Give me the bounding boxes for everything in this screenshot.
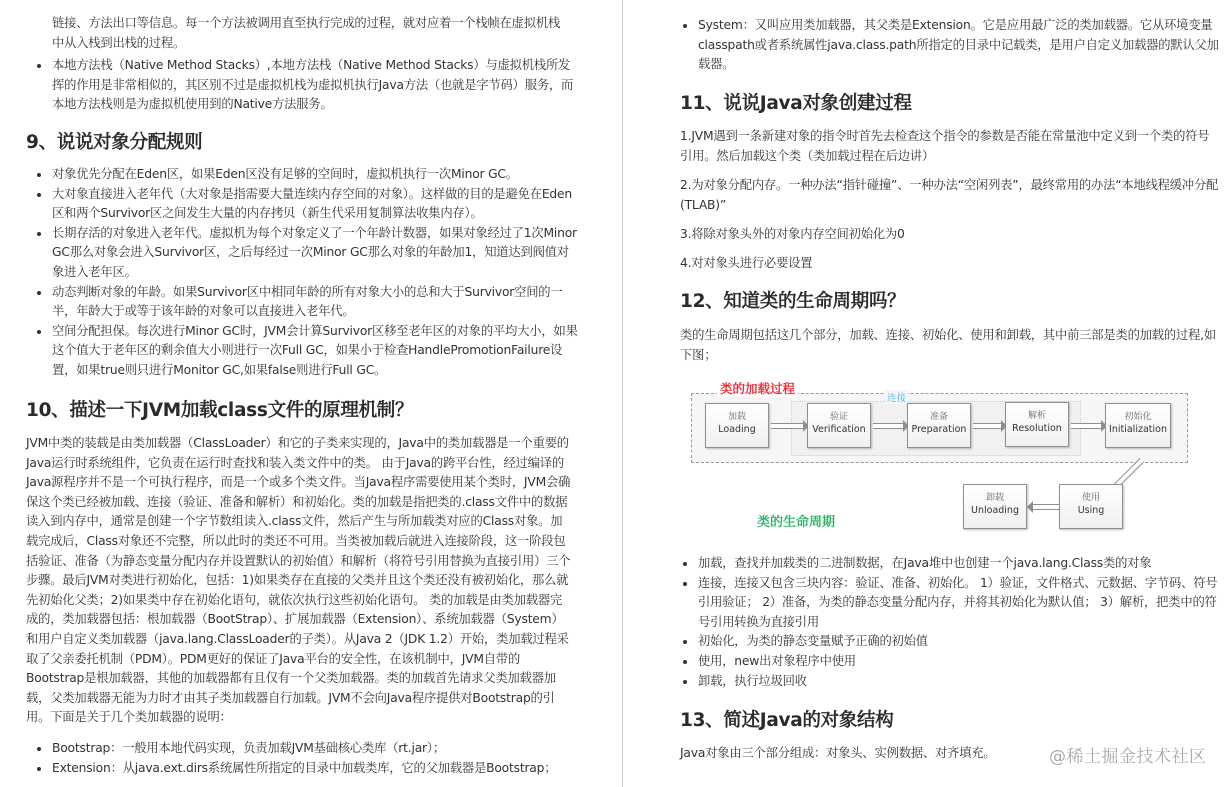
list-item: 连接，连接又包含三块内容：验证、准备、初始化。 1）验证，文件格式、元数据、字节码、符号引用验证； 2）准备，为类的静态变量分配内存，并将其初始化为默认值； 3）解析，把类中的符号引用转换为直接引用 xyxy=(674,574,1219,633)
list-item: 加载，查找并加载类的二进制数据，在Java堆中也创建一个java.lang.Class类的对象 xyxy=(674,554,1219,574)
arrow-right-icon xyxy=(973,423,1001,429)
stage-initialization: 初始化 Initialization xyxy=(1105,403,1171,448)
loading-process-label: 类的加载过程 xyxy=(717,379,798,397)
paragraph-step-3: 3.将除对象头外的对象内存空间初始化为0 xyxy=(680,227,905,241)
stage-using: 使用 Using xyxy=(1059,484,1123,529)
stage-resolution: 解析 Resolution xyxy=(1005,402,1069,447)
paragraph-step-1: 1.JVM遇到一条新建对象的指令时首先去检查这个指令的参数是否能在常量池中定义到一个类的符号引用。然后加载这个类（类加载过程在后边讲） xyxy=(680,129,1210,163)
stage-unloading: 卸载 Unloading xyxy=(963,484,1027,529)
stage-preparation: 准备 Preparation xyxy=(907,403,971,448)
stage-verification: 验证 Verification xyxy=(807,403,871,448)
bullet-list-native-stack xyxy=(28,56,578,115)
bullet-list-allocation-rules xyxy=(28,165,578,381)
section-heading-11: 11、说说Java对象创建过程 xyxy=(680,93,912,114)
stage-loading: 加载 Loading xyxy=(705,403,769,448)
paragraph-continued: 链接、方法出口等信息。每一个方法被调用直至执行完成的过程，就对应着一个栈帧在虚拟机栈中从入栈到出栈的过程。 xyxy=(52,16,561,50)
paragraph-object-structure: Java对象由三个部分组成：对象头、实例数据、对齐填充。 xyxy=(680,746,996,760)
arrow-right-icon xyxy=(771,423,803,429)
list-item: System：又叫应用类加载器，其父类是Extension。它是应用最广泛的类加载器。它从环境变量classpath或者系统属性java.class.path所指定的目录中记载类，是用户自定义加载器的默认父加载器。 xyxy=(674,16,1219,75)
watermark: @稀土掘金技术社区 xyxy=(1049,747,1207,767)
list-item: 使用，new出对象程序中使用 xyxy=(674,652,1219,672)
bullet-list-classloaders xyxy=(28,739,578,778)
lifecycle-label: 类的生命周期 xyxy=(757,515,836,530)
bullet-list-lifecycle-stages xyxy=(674,554,1219,691)
class-lifecycle-diagram xyxy=(687,377,1207,537)
paragraph-step-2: 2.为对象分配内存。一种办法“指针碰撞”、一种办法“空闲列表”，最终常用的办法“本地线程缓冲分配(TLAB)” xyxy=(680,178,1219,212)
section-heading-9: 9、说说对象分配规则 xyxy=(26,132,203,153)
list-item: 初始化，为类的静态变量赋予正确的初始值 xyxy=(674,632,1219,652)
arrow-left-icon xyxy=(1033,504,1059,510)
document-page-right xyxy=(623,0,1232,787)
paragraph-lifecycle-intro: 类的生命周期包括这几个部分，加载、连接、初始化、使用和卸载，其中前三部是类的加载的过程,如下图； xyxy=(680,328,1216,362)
section-heading-10: 10、描述一下JVM加载class文件的原理机制？ xyxy=(26,400,414,421)
section-heading-12: 12、知道类的生命周期吗？ xyxy=(680,291,906,312)
list-item: 大对象直接进入老年代（大对象是指需要大量连续内存空间的对象）。这样做的目的是避免在Eden区和两个Survivor区之间发生大量的内存拷贝（新生代采用复制算法收集内存）。 xyxy=(28,185,578,224)
list-item: 长期存活的对象进入老年代。虚拟机为每个对象定义了一个年龄计数器，如果对象经过了1次Minor GC那么对象会进入Survivor区，之后每经过一次Minor GC那么对象的年龄加1，知道达到阀值对象进入老年区。 xyxy=(28,224,578,283)
paragraph-step-4: 4.对对象头进行必要设置 xyxy=(680,256,813,270)
list-item: 本地方法栈（Native Method Stacks）,本地方法栈（Native Method Stacks）与虚拟机栈所发挥的作用是非常相似的，其区别不过是虚拟机栈为虚拟机执行Java方法（也就是字节码）服务，而本地方法栈则是为虚拟机使用到的Native方法服务。 xyxy=(28,56,578,115)
list-item: 动态判断对象的年龄。如果Survivor区中相同年龄的所有对象大小的总和大于Survivor空间的一半，年龄大于或等于该年龄的对象可以直接进入老年代。 xyxy=(28,283,578,322)
section-heading-13: 13、简述Java的对象结构 xyxy=(680,710,894,731)
list-item: Extension：从java.ext.dirs系统属性所指定的目录中加载类库，它的父加载器是Bootstrap； xyxy=(28,759,578,779)
paragraph-classloading: JVM中类的装载是由类加载器（ClassLoader）和它的子类来实现的，Java中的类加载器是一个重要的Java运行时系统组件，它负责在运行时查找和装入类文件中的类。 由于Java的跨平台性，经过编译的Java源程序并不是一个可执行程序，而是一个或多个类文件。当Java程序需要使用某个类时，JVM会确保这个类已经被加载、连接（验证、准备和解析）和初始化。类的加载是指把类的.class文件中的数据读入到内存中，通常是创建一个字节数组读入.class文件，然后产生与所加载类对应的Class对象。加载完成后，Class对象还不完整，所以此时的类还不可用。当类被加载后就进入连接阶段，这一阶段包括验证、准备（为静态变量分配内存并设置默认的初始值）和解析（将符号引用替换为直接引用）三个步骤。最后JVM对类进行初始化，包括：1)如果类存在直接的父类并且这个类还没有被初始化，那么就先初始化父类；2)如果类中存在初始化语句，就依次执行这些初始化语句。 类的加载是由类加载器完成的，类加载器包括：根加载器（BootStrap）、扩展加载器（Extension）、系统加载器（System）和用户自定义类加载器（java.lang.ClassLoader的子类）。从Java 2（JDK 1.2）开始，类加载过程采取了父亲委托机制（PDM）。PDM更好的保证了Java平台的安全性，在该机制中，JVM自带的Bootstrap是根加载器，其他的加载器都有且仅有一个父类加载器。类的加载首先请求父类加载器加载，父类加载器无能为力时才由其子类加载器自行加载。JVM不会向Java程序提供对Bootstrap的引用。下面是关于几个类加载器的说明： xyxy=(26,436,571,725)
linking-label: 连接 xyxy=(885,390,908,404)
list-item: Bootstrap：一般用本地代码实现，负责加载JVM基础核心类库（rt.jar）； xyxy=(28,739,578,759)
list-item: 卸载，执行垃圾回收 xyxy=(674,672,1219,692)
arrow-right-icon xyxy=(1071,423,1101,429)
list-item: 对象优先分配在Eden区，如果Eden区没有足够的空间时，虚拟机执行一次Minor GC。 xyxy=(28,165,578,185)
bullet-list-system-loader xyxy=(674,16,1219,75)
list-item: 空间分配担保。每次进行Minor GC时，JVM会计算Survivor区移至老年区的对象的平均大小，如果这个值大于老年区的剩余值大小则进行一次Full GC，如果小于检查HandlePromotionFailure设置，如果true则只进行Monitor GC,如果false则进行Full GC。 xyxy=(28,322,578,381)
arrow-right-icon xyxy=(873,423,903,429)
